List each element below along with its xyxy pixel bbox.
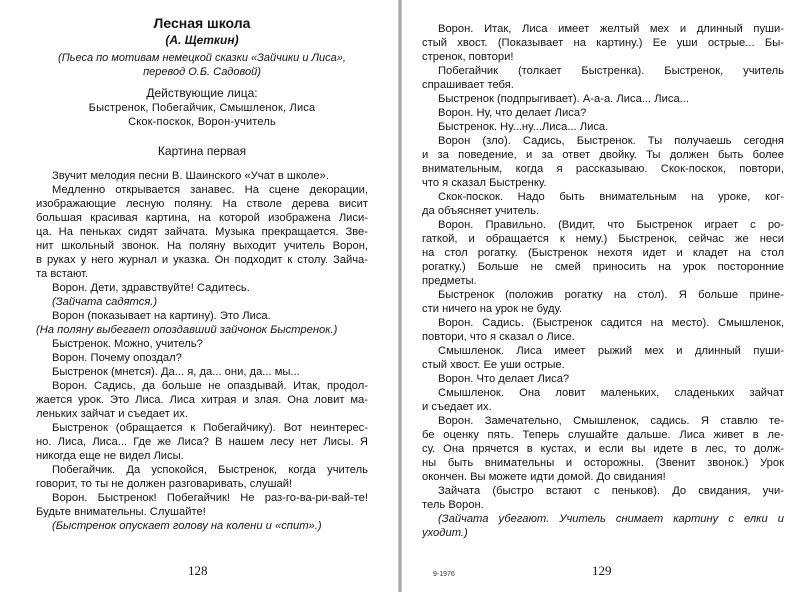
cast-line: Быстренок, Побегайчик, Смышленок, Лиса xyxy=(88,102,316,114)
text-line: Быстренок (подпрыгивает). А-а-а. Лиса... Лиса... xyxy=(438,93,689,105)
play-title: Лесная школа xyxy=(153,15,251,31)
text-line: стый хвост. Ее уши острые. xyxy=(422,359,565,371)
text-line: и за поведение, и за ответ двойку. Ты должен быть более xyxy=(422,149,784,161)
text-line: тель Ворон. xyxy=(422,499,484,511)
text-line: Побегайчик (толкает Быстренка). Быстренок, учитель xyxy=(438,65,784,77)
text-line: да объясняет учитель. xyxy=(422,205,540,217)
text-line: спрашивает тебя. xyxy=(422,79,514,91)
text-line: повтори, что я сказал о Лисе. xyxy=(422,331,575,343)
text-line: Будьте внимательны. Слушайте! xyxy=(36,506,206,518)
text-line: никогда еще не видел Лисы. xyxy=(36,450,184,462)
text-line: большая красивая картина, на которой изображена Лиси- xyxy=(36,212,368,224)
text-line: Смышленок. Лиса имеет рыжий мех и длинный пуши- xyxy=(438,345,784,357)
text-line: жается урок. Это Лиса. Лиса хитрая и злая. Она ловит ма- xyxy=(36,394,368,406)
page-number-right: 129 xyxy=(592,563,612,578)
text-line: та встают. xyxy=(36,268,89,280)
text-line: Ворон. Ну, что делает Лиса? xyxy=(438,107,587,119)
text-line: Быстренок. Ну...ну...Лиса... Лиса. xyxy=(438,121,609,133)
text-line: Ворон. Быстренок! Побегайчик! Не раз-го-ва-ри-вай-те! xyxy=(52,492,368,504)
stage-direction: (Зайчата убегают. Учитель снимает картину с елки и xyxy=(438,513,784,525)
text-line: Смышленок. Она ловит маленьких, сладеньких зайчат xyxy=(438,387,784,399)
text-line: на стол рогатку. (Быстренок нехотя идет и кладет на стол xyxy=(422,247,784,259)
text-line: Медленно открывается занавес. На сцене декорации, xyxy=(52,184,368,196)
text-line: бе оценку пять. Теперь слушайте дальше. Лиса живет в ле- xyxy=(422,429,784,441)
text-line: предметы. xyxy=(422,275,477,287)
text-line: Ворон. Что делает Лиса? xyxy=(438,373,570,385)
text-line: Ворон. Итак, Лиса имеет желтый мех и длинный пуши- xyxy=(438,23,784,35)
text-line: Побегайчик. Да успокойся, Быстренок, когда учитель xyxy=(52,464,368,476)
text-line: окончен. Вы можете идти домой. До свидания! xyxy=(422,471,666,483)
left-text xyxy=(36,169,368,533)
right-page xyxy=(402,0,800,592)
text-line: говорит, то ты не должен разговаривать, слушай! xyxy=(36,478,293,490)
text-line: Ворон (зло). Садись, Быстренок. Ты получаешь сегодня xyxy=(438,135,784,147)
text-line: ца. На пеньках сидят зайчата. Музыка прекращается. Зве- xyxy=(36,226,368,238)
text-line: и съедает их. xyxy=(422,401,492,413)
text-line: су. Она прячется в кустах, и если вы идете в лес, то долж- xyxy=(422,443,784,455)
text-line: гаткой, и обращается к нему.) Быстренок, сейчас же неси xyxy=(422,233,784,245)
text-line: но. Лиса, Лиса... Где же Лиса? В нашем лесу нет Лисы. Я xyxy=(36,436,368,448)
text-line: рогатку.) Больше не смей приносить на урок посторонние xyxy=(422,261,784,273)
stage-direction: (Быстренок опускает голову на колени и «спит».) xyxy=(52,520,322,532)
text-line: леньких зайчат и съедает их. xyxy=(36,408,188,420)
text-line: Ворон. Замечательно, Смышленок, садись. Я ставлю те- xyxy=(438,415,784,427)
text-line: Ворон (показывает на картину). Это Лиса. xyxy=(52,310,271,322)
play-subtitle-line: перевод О.Б. Садовой) xyxy=(143,66,261,78)
text-line: Звучит мелодия песни В. Шаинского «Учат в школе». xyxy=(52,170,329,182)
text-line: изображающие лесную поляну. На стволе дерева висит xyxy=(36,198,368,210)
text-line: что я сказал Быстренку. xyxy=(422,177,547,189)
stage-direction: (На поляну выбегает опоздавший зайчонок Быстренок.) xyxy=(36,324,338,336)
text-line: Ворон. Почему опоздал? xyxy=(52,352,182,364)
play-author: (А. Щеткин) xyxy=(165,33,239,47)
text-line: Ворон. Дети, здравствуйте! Садитесь. xyxy=(52,282,250,294)
page-number-left: 128 xyxy=(188,563,208,578)
cast-heading: Действующие лица: xyxy=(146,86,258,100)
text-line: Быстренок (обращается к Побегайчику). Вот неинтерес- xyxy=(52,422,368,434)
right-text xyxy=(422,22,784,540)
text-line: Ворон. Садись, да больше не опаздывай. Итак, продол- xyxy=(52,380,368,392)
text-line: внимательным, когда я рассказываю. Скок-поскок, повтори, xyxy=(422,163,784,175)
text-line: нит школьный звонок. На поляну выходит учитель Ворон, xyxy=(36,240,368,252)
stage-direction: уходит.) xyxy=(422,527,468,539)
text-line: сти ничего на урок не буду. xyxy=(422,303,563,315)
text-line: Быстренок (положив рогатку на стол). Я больше прине- xyxy=(438,289,784,301)
stage-direction: (Зайчата садятся.) xyxy=(52,296,158,308)
text-line: Зайчата (быстро встают с пеньков). До свидания, учи- xyxy=(438,485,784,497)
play-subtitle-line: (Пьеса по мотивам немецкой сказки «Зайчики и Лиса», xyxy=(58,52,346,64)
text-line: Ворон. Правильно. (Видит, что Быстренок играет с ро- xyxy=(438,219,784,231)
left-page xyxy=(0,0,398,592)
text-line: стый хвост. (Показывает на картину.) Ее уши острые... Бы- xyxy=(422,37,784,49)
text-line: ны быть внимательны и осторожны. (Звенит звонок.) Урок xyxy=(422,457,784,469)
text-line: Быстренок. Можно, учитель? xyxy=(52,338,203,350)
text-line: Быстренок (мнется). Да... я, да... они, да... мы... xyxy=(52,366,300,378)
print-signature-mark: 9-1976 xyxy=(433,571,455,578)
cast-line: Скок-поскок, Ворон-учитель xyxy=(128,116,276,128)
text-line: Скок-поскок. Надо быть внимательным на уроке, ког- xyxy=(438,191,784,203)
scene-heading: Картина первая xyxy=(157,144,247,158)
text-line: в руках у него журнал и указка. Он подходит к столу. Зайча- xyxy=(36,254,368,266)
text-line: стренок, повтори! xyxy=(422,51,514,63)
text-line: Ворон. Садись. (Быстренок садится на место). Смышленок, xyxy=(438,317,784,329)
